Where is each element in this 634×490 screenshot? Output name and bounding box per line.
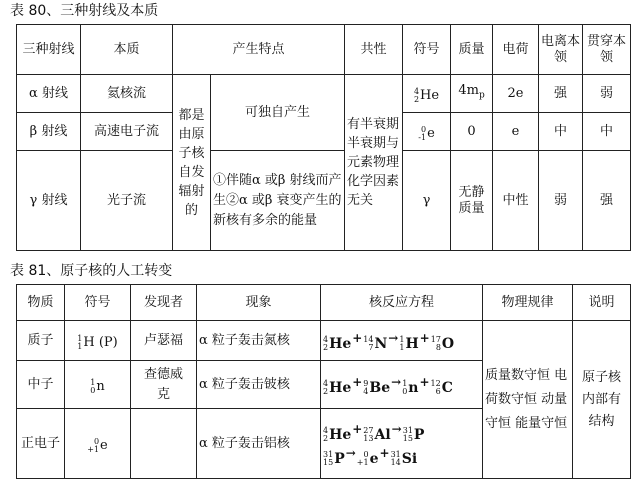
header-charge: 电荷 [493,25,539,75]
header-law: 物理规律 [483,285,573,321]
proton-name: 质子 [17,321,65,361]
nuclide: 31 15 P [402,425,425,443]
positron-phenomenon: α 粒子轰击铝核 [197,409,321,479]
nuclide: 4 2 He [323,378,352,396]
nuclide: 1 0 n [402,378,419,396]
nuclide: 1 1 H [399,334,419,352]
header-note: 说明 [573,285,631,321]
nuclide: 4 2 He [323,334,352,352]
table-80-caption: 表 80、三种射线及本质 [10,3,159,19]
nuclide: 27 13 Al [363,425,391,443]
gamma-charge: 中性 [493,151,539,251]
neutron-phenomenon: α 粒子轰击铍核 [197,361,321,409]
positron-symbol: 0 +1 e [65,409,131,479]
positron-discoverer [131,409,197,479]
alpha-ionize: 强 [539,75,583,113]
nuclide: 31 14 Si [390,449,418,467]
gamma-mass: 无静质量 [451,151,493,251]
beta-mass: 0 [451,113,493,151]
nuclide: 9 4 Be [363,378,391,396]
equation-operator: + [419,330,430,345]
gamma-ionize: 弱 [539,151,583,251]
proton-discoverer: 卢瑟福 [131,321,197,361]
neutron-symbol: 1 0 n [65,361,131,409]
gamma-penetrate: 强 [583,151,631,251]
laws-cell: 质量数守恒 电荷数守恒 动量守恒 能量守恒 [483,321,573,479]
equation-operator: + [379,445,390,460]
nuclide: 12 6 C [430,378,453,396]
header-nature: 本质 [81,25,173,75]
gamma-name: γ 射线 [17,151,81,251]
positron-name: 正电子 [17,409,65,479]
beta-ionize: 中 [539,113,583,151]
header-name: 三种射线 [17,25,81,75]
common-cell: 有半衰期 半衰期与元素物理化学因素无关 [345,75,403,251]
beta-charge: e [493,113,539,151]
neutron-discoverer: 查德威克 [131,361,197,409]
equation-operator: → [391,421,402,436]
transmutation-table [16,284,631,479]
alpha-nature: 氦核流 [81,75,173,113]
header-particle: 物质 [17,285,65,321]
header-discoverer: 发现者 [131,285,197,321]
origin-cell: 都是由原子核自发辐射的 [173,75,211,251]
nuclide: 14 7 N [363,334,388,352]
header-ionize: 电离本领 [539,25,583,75]
beta-name: β 射线 [17,113,81,151]
equation-operator: + [352,421,363,436]
alpha-name: α 射线 [17,75,81,113]
alpha-feature: 可独自产生 [211,75,345,151]
equation-2 [321,361,483,409]
header-equation: 核反应方程 [321,285,483,321]
gamma-symbol: γ [403,151,451,251]
gamma-nature: 光子流 [81,151,173,251]
nuclide: 4 2 He [323,425,352,443]
equation-operator: → [391,374,402,389]
alpha-penetrate: 弱 [583,75,631,113]
gamma-feature: ①伴随α 或β 射线而产生②α 或β 衰变产生的新核有多余的能量 [211,151,345,251]
radiation-table [16,24,631,251]
header-penetrate: 贯穿本领 [583,25,631,75]
nuclide: 0 +1 e [356,449,379,467]
note-cell: 原子核内部有结构 [573,321,631,479]
equation-1 [321,321,483,361]
header-symbol: 符号 [65,285,131,321]
equation-operator: → [388,330,399,345]
table-81-caption: 表 81、原子核的人工转变 [10,263,173,279]
proton-symbol: 1 1 H (P) [65,321,131,361]
beta-penetrate: 中 [583,113,631,151]
equation-operator: + [419,374,430,389]
alpha-charge: 2e [493,75,539,113]
equation-3 [321,409,483,479]
header-features: 产生特点 [173,25,345,75]
nuclide: 31 15 P [323,449,345,467]
neutron-name: 中子 [17,361,65,409]
alpha-mass: $4m_p$ [451,75,493,113]
equation-operator: + [352,330,363,345]
equation-operator: → [345,445,356,460]
header-phenomenon: 现象 [197,285,321,321]
nuclide: 17 8 O [430,334,455,352]
beta-symbol: 0 -1 e [403,113,451,151]
beta-nature: 高速电子流 [81,113,173,151]
header-common: 共性 [345,25,403,75]
equation-operator: + [352,374,363,389]
header-mass: 质量 [451,25,493,75]
proton-phenomenon: α 粒子轰击氮核 [197,321,321,361]
header-symbol: 符号 [403,25,451,75]
alpha-symbol: 4 2 He [403,75,451,113]
